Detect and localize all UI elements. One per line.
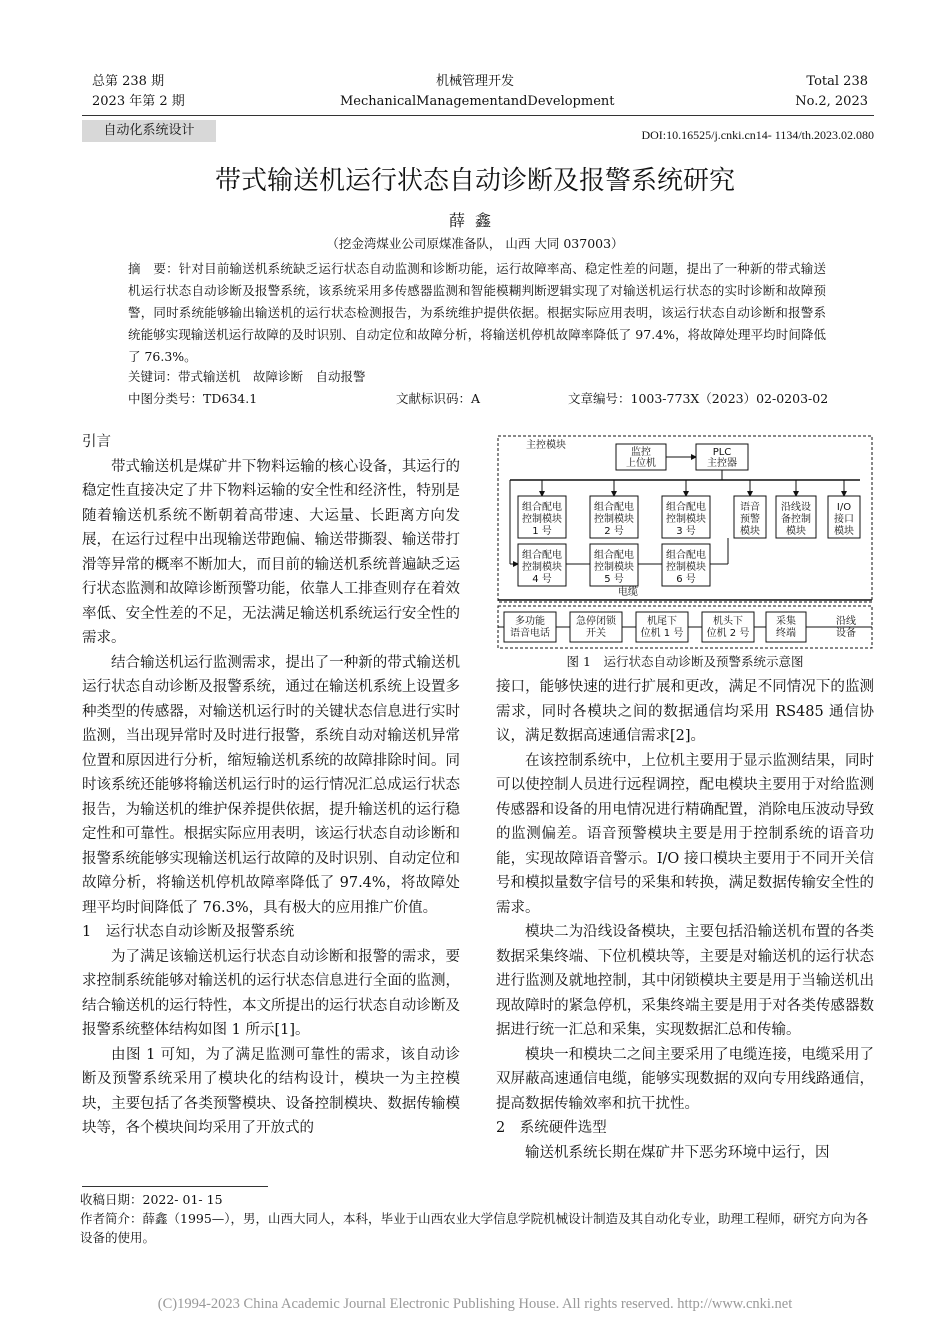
svg-text:5 号: 5 号 [604, 574, 624, 585]
svg-text:模块: 模块 [786, 526, 806, 537]
svg-text:机头下: 机头下 [713, 616, 743, 627]
svg-text:组合配电: 组合配电 [666, 550, 706, 561]
footnote [80, 1190, 880, 1247]
io-interface-module [828, 480, 860, 538]
line-device-tail-plc [636, 612, 688, 642]
line-device-head-plc [702, 612, 754, 642]
dist-module-3 [662, 480, 710, 538]
author-bio: 作者简介：薛鑫（1995—），男，山西大同人，本科，毕业于山西农业大学信息学院机械设计制造及其自动化专业，助理工程师，研究方向为各设备的使用。 [80, 1211, 869, 1245]
journal-name-cn: 机械管理开发 [435, 74, 514, 89]
paragraph: 接口，能够快速的进行扩展和更改，满足不同情况下的监测需求，同时各模块之间的数据通信均采用 RS485 通信协议，满足数据高速通信需求[2]。 [496, 679, 874, 744]
header-right [740, 72, 868, 112]
svg-text:I/O: I/O [836, 502, 852, 513]
svg-text:组合配电: 组合配电 [522, 502, 562, 513]
dist-module-4 [518, 544, 566, 586]
main-module-label: 主控模块 [526, 440, 566, 451]
line-device-phone [504, 612, 556, 642]
svg-text:2 号: 2 号 [604, 526, 624, 537]
pc-box [616, 444, 666, 470]
received-date: 收稿日期：2022- 01- 15 [80, 1192, 223, 1207]
dist-module-2 [590, 480, 638, 538]
svg-text:模块: 模块 [740, 526, 760, 537]
svg-text:控制模块: 控制模块 [666, 562, 706, 573]
svg-text:PLC: PLC [712, 447, 732, 458]
footnote-rule [82, 1186, 268, 1187]
section-heading-1: 1 运行状态自动诊断及报警系统 [82, 924, 295, 940]
svg-text:多功能: 多功能 [515, 616, 545, 627]
svg-text:语音: 语音 [740, 502, 760, 513]
svg-text:接口: 接口 [834, 514, 854, 525]
svg-text:控制模块: 控制模块 [594, 562, 634, 573]
svg-text:控制模块: 控制模块 [666, 514, 706, 525]
svg-text:上位机: 上位机 [626, 458, 656, 469]
cable-label: 电缆 [618, 587, 638, 598]
paragraph: 在该控制系统中，上位机主要用于显示监测结果，同时可以使控制人员进行远程调控，配电模块主要用于对给监测传感器和设备的用电情况进行精确配置，消除电压波动导致的监测偏差。语音预警模块主要是用于控制系统的语音功能，实现故障语音警示。I/O 接口模块主要用于不同开关信号和模拟量数字信号的采集和转换，满足数据传输安全性的需求。 [496, 752, 874, 916]
figure-1 [496, 432, 874, 650]
column-left [82, 430, 460, 1141]
document-code: 文献标识码：A [396, 391, 481, 406]
line-device-estop [570, 612, 622, 642]
header-center [340, 72, 615, 112]
doi: DOI:10.16525/j.cnki.cn14- 1134/th.2023.02.080 [641, 128, 874, 142]
dist-module-1 [518, 480, 566, 538]
svg-text:位机 1 号: 位机 1 号 [640, 628, 684, 639]
header-rule [82, 115, 874, 116]
svg-text:3 号: 3 号 [676, 526, 696, 537]
section-tag: 自动化系统设计 [82, 120, 216, 142]
author: 薛鑫 [448, 211, 501, 230]
svg-text:语音电话: 语音电话 [510, 628, 550, 639]
issue-year: 2023 年第 2 期 [92, 94, 185, 109]
affiliation: （挖金湾煤业公司原煤准备队， 山西 大同 037003） [326, 236, 624, 251]
equipment-control-module [776, 480, 816, 538]
column-right [496, 675, 874, 1165]
plc-box [696, 444, 748, 470]
svg-text:沿线设: 沿线设 [781, 502, 811, 513]
line-device-collector [766, 612, 806, 642]
journal-name-en: Mechanical Management and Development [340, 94, 615, 109]
svg-text:控制模块: 控制模块 [522, 562, 562, 573]
svg-text:组合配电: 组合配电 [594, 550, 634, 561]
paragraph: 模块一和模块二之间主要采用了电缆连接，电缆采用了双屏蔽高速通信电缆，能够实现数据的双向专用线路通信，提高数据传输效率和抗干扰性。 [496, 1046, 874, 1112]
dist-module-5 [590, 544, 638, 586]
svg-text:组合配电: 组合配电 [594, 502, 634, 513]
svg-text:主控器: 主控器 [707, 458, 737, 469]
line-equipment-label: 沿线 [836, 616, 856, 627]
svg-text:急停闭锁: 急停闭锁 [576, 616, 616, 627]
paragraph: 结合输送机运行监测需求，提出了一种新的带式输送机运行状态自动诊断及报警系统，通过在输送机系统上设置多种类型的传感器，对输送机运行时的关键状态信息进行实时监测，当出现异常时及时进行报警，系统自动对输送机异常位置和原因进行分析，缩短输送机系统的故障排除时间。同时该系统还能够将输送机运行时的运行情况汇总成运行状态报告，为输送机的维护保养提供依据，提升输送机的运行稳定性和可靠性。根据实际应用表明，该运行状态自动诊断和报警系统能够实现输送机运行故障的及时识别、自动定位和故障分析，将输送机停机故障率降低了 97.4%，将故障处理平均时间降低了 76.3%，具有极大的应用推广价值。 [82, 654, 460, 916]
svg-text:位机 2 号: 位机 2 号 [706, 628, 750, 639]
keywords: 关键词：带式输送机 故障诊断 自动报警 [128, 369, 366, 384]
abstract: 摘 要：针对目前输送机系统缺乏运行状态自动监测和诊断功能，运行故障率高、稳定性差的问题，提出了一种新的带式输送机运行状态自动诊断及报警系统，该系统采用多传感器监测和智能模糊判断逻辑实现了对输送机运行状态的实时诊断和故障预警，同时系统能够输出输送机的运行状态检测报告，为系统维护提供依据。根据实际应用表明，该运行状态自动诊断和报警系统能够实现输送机运行故障的及时识别、自动定位和故障分析，将输送机停机故障率降低了 97.4%，将故障处理平均时间降低了 76.3%。 [128, 261, 826, 364]
article-number: 文章编号：1003-773X（2023）02-0203-02 [568, 391, 829, 406]
dist-module-6 [662, 544, 710, 586]
system-diagram [496, 432, 874, 650]
svg-text:预警: 预警 [740, 514, 760, 525]
clc-number: 中图分类号：TD634.1 [128, 391, 258, 406]
voice-alarm-module [734, 480, 766, 538]
copyright-footer: (C)1994-2023 China Academic Journal Electronic Publishing House. All rights reserved. http://www.cnki.net [157, 1296, 793, 1312]
svg-text:终端: 终端 [776, 628, 796, 639]
issue-total-en: Total 238 [806, 74, 868, 89]
line-equipment-label: 设备 [836, 628, 856, 639]
issue-no-en: No.2, 2023 [795, 94, 868, 109]
svg-text:备控制: 备控制 [781, 514, 811, 525]
svg-text:控制模块: 控制模块 [522, 514, 562, 525]
figure-caption: 图 1 运行状态自动诊断及预警系统示意图 [566, 654, 804, 669]
svg-text:机尾下: 机尾下 [647, 616, 677, 627]
svg-text:组合配电: 组合配电 [666, 502, 706, 513]
paragraph: 带式输送机是煤矿井下物料运输的核心设备，其运行的稳定性直接决定了井下物料运输的安全性和经济性，特别是随着输送机系统不断朝着高带速、大运量、长距离方向发展，在运行过程中出现输送带跑偏、输送带撕裂、输送带打滑等异常的概率不断加大，而目前的输送机系统普遍缺乏运行状态监测和故障诊断预警功能，依靠人工排查则存在着效率低、安全性差的不足，无法满足输送机系统运行安全性的需求。 [82, 458, 460, 646]
svg-text:模块: 模块 [834, 526, 854, 537]
paragraph: 模块二为沿线设备模块，主要包括沿输送机布置的各类数据采集终端、下位机模块等，主要是对输送机的运行状态进行监测及就地控制，其中闭锁模块主要是用于当输送机出现故障时的紧急停机，采集终端主要是用于对各类传感器数据进行统一汇总和采集，实现数据汇总和传输。 [496, 924, 874, 1038]
svg-text:6 号: 6 号 [676, 574, 696, 585]
svg-text:控制模块: 控制模块 [594, 514, 634, 525]
svg-text:监控: 监控 [631, 447, 651, 458]
paragraph: 输送机系统长期在煤矿井下恶劣环境中运行，因 [525, 1144, 830, 1161]
paragraph: 由图 1 可知，为了满足监测可靠性的需求，该自动诊断及预警系统采用了模块化的结构设计，模块一为主控模块，主要包括了各类预警模块、设备控制模块、数据传输模块等，各个模块间均采用了开放式的 [82, 1046, 460, 1136]
svg-text:组合配电: 组合配电 [522, 550, 562, 561]
svg-text:采集: 采集 [776, 616, 796, 627]
intro-heading: 引言 [82, 434, 111, 450]
paragraph: 为了满足该输送机运行状态自动诊断和报警的需求，要求控制系统能够对输送机的运行状态信息进行全面的监测，结合输送机的运行特性，本文所提出的运行状态自动诊断及报警系统整体结构如图 1 所示[1]。 [82, 948, 460, 1038]
issue-total: 总第 238 期 [92, 74, 165, 89]
header-left [92, 72, 185, 112]
svg-text:4 号: 4 号 [532, 574, 552, 585]
svg-text:1 号: 1 号 [532, 526, 552, 537]
paper-title: 带式输送机运行状态自动诊断及报警系统研究 [214, 166, 735, 196]
svg-text:开关: 开关 [586, 628, 606, 639]
section-heading-2: 2 系统硬件选型 [496, 1120, 607, 1136]
